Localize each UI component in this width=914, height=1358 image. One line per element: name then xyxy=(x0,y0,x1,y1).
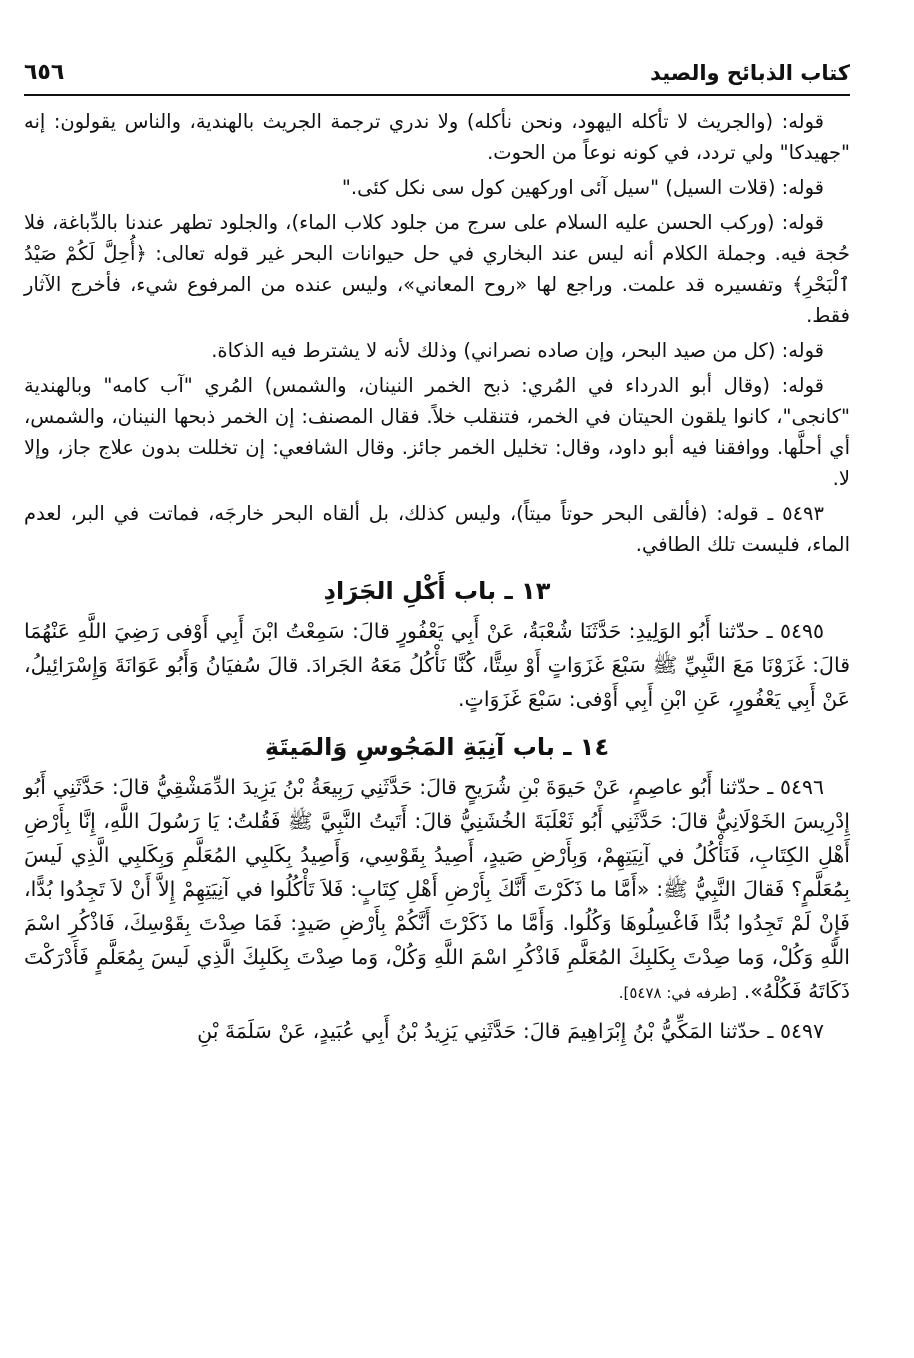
commentary-paragraph: قوله: (كل من صيد البحر، وإن صاده نصراني) وذلك لأنه لا يشترط فيه الذكاة. xyxy=(211,339,824,363)
page-number: ٦٥٦ xyxy=(24,60,65,85)
hadith-text: ٥٤٩٥ ـ حدّثنا أَبُو الوَلِيدِ: حَدَّثَنَا شُعْبَةُ، عَنْ أَبِي يَعْفُورٍ قالَ: سَمِعْتُ ابْنَ أَبِي أَوْفى رَضِيَ اللَّهِ عَنْهُمَا قالَ: غَزَوْنَا مَعَ النَّبِيِّ ﷺ سَبْعَ غَزَوَاتٍ أَوْ سِتًّا، كُنَّا نَأْكُلُ مَعَهُ الجَرادَ. قالَ سُفيَانُ وَأَبُو عَوَانَةَ وَإِسْرَائِيلُ، عَنْ أَبِي يَعْفُورٍ، عَنِ ابْنِ أَبِي أَوْفى: سَبْعَ غَزَوَاتٍ. xyxy=(24,619,850,712)
commentary-paragraph: قوله: (وركب الحسن عليه السلام على سرج من جلود كلاب الماء)، والجلود تطهر عندنا بالدِّباغة، فلا حُجة فيه. وجملة الكلام أنه ليس عند البخاري في حل حيوانات البحر غير قوله تعالى: ﴿أُحِلَّ لَكُمْ صَيْدُ ٱلْبَحْرِ﴾ وتفسيره قد علمت. وراجع لها «روح المعاني»، وليس عنده من المرفوع شيء، فأخرج الآثار فقط. xyxy=(24,211,850,328)
cross-reference: [طرفه في: ٥٤٧٨]. xyxy=(618,984,738,1003)
book-title: كتاب الذبائح والصيد xyxy=(650,61,850,86)
hadith-text: ٥٤٩٧ ـ حدّثنا المَكِّيُّ بْنُ إِبْرَاهِيمَ قالَ: حَدَّثَنِي يَزِيدُ بْنُ أَبِي عُبَيدٍ، عَنْ سَلَمَةَ بْنِ xyxy=(197,1019,824,1044)
commentary-paragraph: قوله: (قلات السيل) "سيل آئى اوركهين كول سى نكل كئى." xyxy=(341,176,824,200)
running-header xyxy=(24,60,850,96)
chapter-heading: ١٤ ـ باب آنِيَةِ المَجُوسِ وَالمَيتَةِ xyxy=(264,733,610,762)
commentary-paragraph: ٥٤٩٣ ـ قوله: (فألقى البحر حوتاً ميتاً)، وليس كذلك، بل ألقاه البحر خارجَه، فماتت في البر، لعدم الماء، فليست تلك الطافي. xyxy=(24,502,850,557)
commentary-paragraph: قوله: (وقال أبو الدرداء في المُري: ذبح الخمر النينان، والشمس) المُري "آب كامه" وبالهندية "كانجى"، كانوا يلقون الحيتان في الخمر، فتنقلب خلاً. فقال المصنف: إن الخمر ذبحها النينان، والشمس، أي أحلَّها. ووافقنا فيه أبو داود، وقال: تخليل الخمر جائز. وقال الشافعي: إن تخللت بدون علاج جاز، وإلا لا. xyxy=(24,374,850,491)
commentary-paragraph: قوله: (والجريث لا تأكله اليهود، ونحن نأكله) ولا ندري ترجمة الجريث بالهندية، والناس يقولون: إنه "جهيدكا" ولي تردد، في كونه نوعاً من الحوت. xyxy=(24,110,850,165)
chapter-heading: ١٣ ـ باب أَكْلِ الجَرَادِ xyxy=(323,577,551,606)
hadith-text xyxy=(24,770,850,1010)
hadith-body: ٥٤٩٦ ـ حدّثنا أَبُو عاصِمٍ، عَنْ حَيوَةَ بْنِ شُرَيحٍ قالَ: حَدَّثَنِي رَبِيعَةُ بْنُ يَزِيدَ الدِّمَشْقِيُّ قالَ: حَدَّثَنِي أَبُو إِدْرِيسَ الخَوْلَانِيُّ قالَ: حَدَّثَنِي أَبُو ثَعْلَبَةَ الخُشَنِيُّ قالَ: أَتَيتُ النَّبِيَّ ﷺ فَقُلتُ: يَا رَسُولَ اللَّهِ، إِنَّا بِأَرْضِ أَهْلِ الكِتَابِ، فَنَأْكُلُ في آنِيَتِهِمْ، وَبِأَرْضِ صَيدٍ، أَصِيدُ بِقَوْسِي، وَأَصِيدُ بِكَلبِي المُعَلَّمِ وَبِكَلبِي الَّذِي لَيسَ بِمُعَلَّمٍ؟ فَقالَ النَّبِيُّ ﷺ: «أَمَّا ما ذَكَرْتَ أَنَّكَ بِأَرْضِ أَهْلِ كِتَابٍ: فَلاَ تَأْكُلُوا في آنِيَتِهِمْ إِلاَّ أَنْ لاَ تَجِدُوا بُدًّا، فَإِنْ لَمْ تَجِدُوا بُدًّا فَاغْسِلُوهَا وَكُلُوا. وَأَمَّا ما ذَكَرْتَ أَنَّكُمْ بِأَرْضِ صَيدٍ: فَمَا صِدْتَ بِقَوْسِكَ، فَاذْكُرِ اسْمَ اللَّهِ وَكُلْ، وَما صِدْتَ بِكَلبِكَ المُعَلَّمِ فَاذْكُرِ اسْمَ اللَّهِ وَكُلْ، وَما صِدْتَ بِكَلبِكَ الَّذِي لَيسَ بِمُعَلَّمٍ فَأَدْرَكْتَ ذَكَاتَهُ فَكُلْهُ». xyxy=(24,775,850,1004)
